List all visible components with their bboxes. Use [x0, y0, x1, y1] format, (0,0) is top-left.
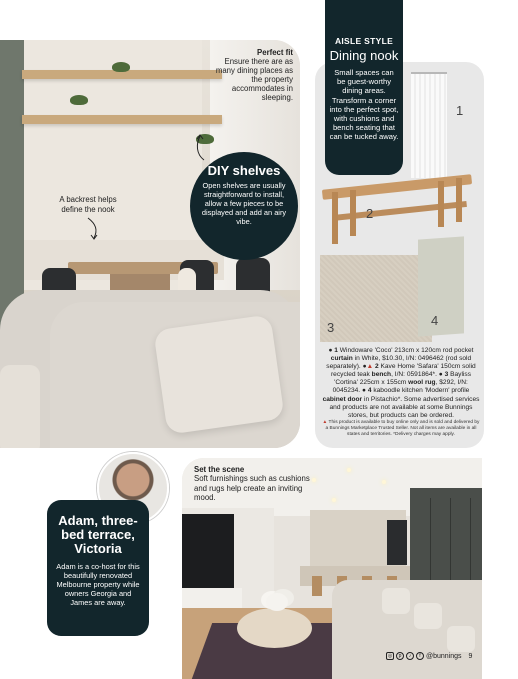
host-box	[47, 500, 149, 636]
bench-leg	[332, 192, 338, 244]
disclaimer	[322, 420, 480, 438]
host-title: Adam, three-bed terrace, Victoria	[58, 513, 138, 556]
diy-body: Open shelves are usually straightforward to install, allow a few pieces to be displayed and add an airy vibe.	[201, 181, 287, 226]
aisle-style-title: Dining nook	[329, 48, 399, 63]
scene-heading: Set the scene	[194, 465, 245, 474]
product-2-text-b: , I/N: 0591864*.	[391, 371, 437, 379]
social-footer	[386, 652, 472, 660]
bench-leg	[456, 178, 462, 222]
product-3-number: 3	[444, 371, 449, 379]
backrest-caption: A backrest helps define the nook	[59, 195, 117, 214]
product-2-name: bench	[371, 371, 392, 379]
tiktok-icon[interactable]: ♪	[406, 652, 414, 660]
bullet-icon: ●	[362, 363, 367, 371]
aisle-style-label: AISLE STYLE	[334, 36, 394, 46]
host-body: Adam is a co-host for this beautifully renovated Melbourne property while owners Georgia and James are away.	[56, 562, 140, 607]
product-1-text: Windoware 'Coco' 213cm x 120cm rod pocket	[339, 347, 474, 354]
product-1-name: curtain	[330, 355, 353, 363]
perfect-fit-caption	[210, 48, 293, 102]
product-1-number: 1	[334, 347, 338, 354]
product-4-text: kaboodle kitchen 'Modern' profile	[373, 387, 470, 395]
cabinet-door-product-image	[418, 236, 464, 336]
marketplace-triangle-icon: ▲	[322, 420, 328, 425]
product-list	[322, 347, 480, 420]
bench-leg	[350, 190, 356, 236]
facebook-icon[interactable]: f	[416, 652, 424, 660]
product-2-text: Kave Home 'Safara' 150cm solid recycled teak	[330, 363, 476, 379]
page-number: 9	[468, 652, 473, 660]
product-4-number: 4	[367, 387, 372, 395]
rug-product-image	[320, 255, 432, 342]
product-3-text: Bayliss 'Cortina' 225cm x 155cm	[334, 371, 471, 387]
bullet-icon: ●	[438, 371, 443, 379]
product-4-name: cabinet door	[322, 395, 363, 403]
perfect-fit-heading: Perfect fit	[257, 48, 293, 57]
diy-arrow-icon	[190, 132, 210, 162]
pinterest-icon[interactable]: p	[396, 652, 404, 660]
product-number-1: 1	[456, 103, 464, 118]
product-number-2: 2	[366, 206, 374, 221]
backrest-arrow-icon	[84, 216, 104, 242]
product-number-4: 4	[431, 313, 439, 328]
product-1-text-b: in White, $10.30, I/N: 0496462 (rod sold separately).	[326, 355, 472, 371]
perfect-fit-body: Ensure there are as many dining places as the property accommodates in sleeping.	[215, 57, 293, 102]
instagram-icon[interactable]: ◎	[387, 652, 393, 659]
diy-shelves-callout	[190, 152, 298, 260]
product-3-name: wool rug	[408, 379, 436, 387]
social-handle[interactable]: @bunnings	[426, 652, 462, 660]
product-number-3: 3	[327, 320, 335, 335]
product-3-text-b: , $292, I/N: 0045234.	[332, 379, 468, 395]
curtain-product-image	[411, 72, 447, 178]
diy-title: DIY shelves	[207, 163, 281, 178]
aisle-style-body: Small spaces can be guest-worthy dining areas. Transform a corner into the perfect spot, with cushions and bench seating that can be tucked away.	[329, 68, 399, 142]
bullet-icon: ●	[362, 387, 366, 395]
product-4-text-b: in Pistachio*. Some advertised services and products are not available at some Bunnings stores, but products can be ordered.	[329, 395, 480, 419]
bench-leg	[438, 181, 444, 227]
disclaimer-text: This product is available to buy online only and is sold and delivered by a Bunnings Marketplace Trusted Seller. Not all items are available in all states and territories. *Delivery charges may apply.	[325, 420, 480, 437]
set-the-scene-caption	[194, 465, 314, 503]
marketplace-triangle-icon: ▲	[366, 363, 374, 371]
product-2-number: 2	[374, 363, 379, 371]
scene-body: Soft furnishings such as cushions and rugs help create an inviting mood.	[194, 474, 310, 503]
aisle-style-box	[325, 0, 403, 175]
bullet-icon: ●	[328, 347, 333, 354]
